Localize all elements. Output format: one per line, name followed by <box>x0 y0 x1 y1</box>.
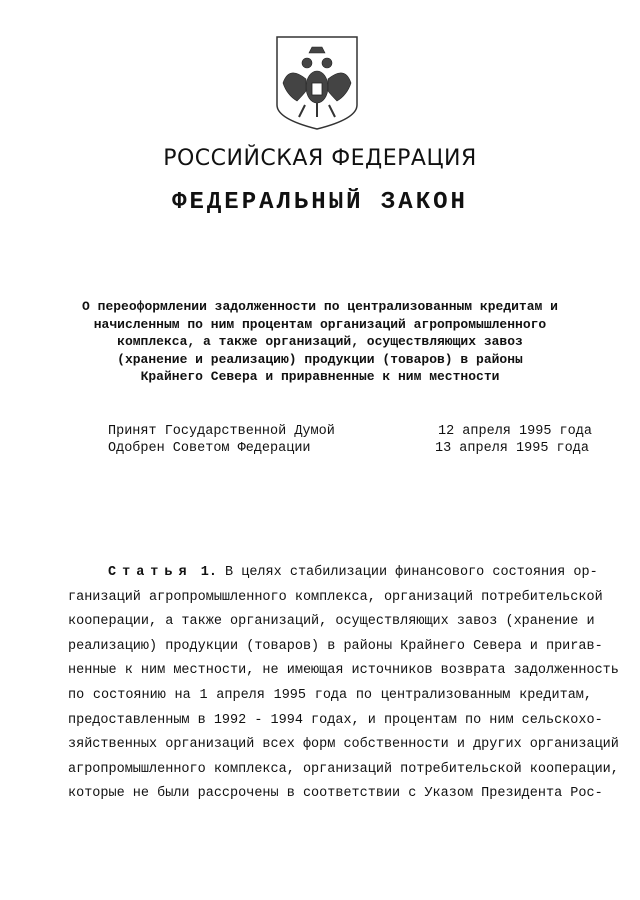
council-approval-label: Одобрен Советом Федерации <box>108 441 311 456</box>
article-line: ганизаций агропромышленного комплекса, организаций потребительской <box>68 589 603 605</box>
law-subject-title <box>80 298 560 386</box>
article-line: предоставленным в 1992 - 1994 годах, и процентам по ним сельскохо- <box>68 712 603 728</box>
duma-adoption-label: Принят Государственной Думой <box>108 424 335 439</box>
subject-line: Крайнего Севера и приравненные к ним местности <box>140 369 500 384</box>
article-number: 1. <box>200 565 217 580</box>
article-line: ненные к ним местности, не имеющая источников возврата задолженность <box>68 663 619 679</box>
subject-line: О переоформлении задолженности по централизованным кредитам и <box>82 299 558 314</box>
council-approval-date: 13 апреля 1995 года <box>435 441 589 456</box>
article-first-line-text: В целях стабилизации финансового состояния ор- <box>225 565 598 580</box>
article-1-text <box>68 561 619 807</box>
article-line: по состоянию на 1 апреля 1995 года по централизованным кредитам, <box>68 687 592 703</box>
article-line: реализацию) продукции (товаров) в районы Крайнего Севера и приrав- <box>68 638 603 654</box>
duma-adoption-date: 12 апреля 1995 года <box>438 424 592 439</box>
subject-line: начисленным по ним процентам организаций агропромышленного <box>93 316 547 332</box>
law-type-title: ФЕДЕРАЛЬНЫЙ ЗАКОН <box>172 189 468 216</box>
article-line: агропромышленного комплекса, организаций потребительской кооперации, <box>68 761 619 777</box>
article-line: которые не были рассрочены в соответствии с Указом Президента Рос- <box>68 786 603 802</box>
subject-line: (хранение и реализацию) продукции (товаров) в районы <box>117 351 523 367</box>
coat-of-arms-emblem-icon <box>275 35 359 131</box>
article-first-line <box>108 561 598 586</box>
article-line: зяйственных организаций всех форм собственности и других организаций <box>68 737 619 753</box>
country-title: РОССИЙСКАЯ ФЕДЕРАЦИЯ <box>163 146 477 171</box>
article-label: Статья <box>108 565 193 580</box>
subject-line: комплекса, а также организаций, осуществляющих завоз <box>117 334 523 349</box>
article-line: кооперации, а также организаций, осуществляющих завоз (хранение и <box>68 614 595 630</box>
